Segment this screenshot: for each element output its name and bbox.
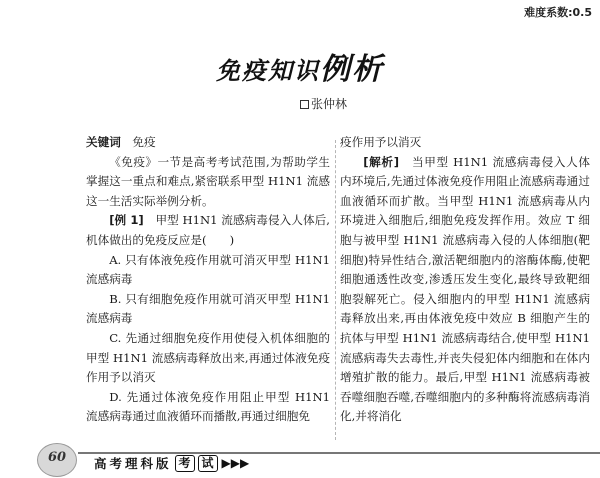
boxed-char-shi: 试 bbox=[198, 455, 218, 472]
example-label: [例 1] bbox=[109, 213, 144, 228]
left-column bbox=[86, 133, 330, 427]
option-c: C. 先通过细胞免疫作用使侵入机体细胞的甲型 H1N1 流感病毒释放出来,再通过体液免疫作用予以消灭 bbox=[86, 330, 330, 385]
author-name: 张仲林 bbox=[311, 97, 348, 111]
option-d-continuation: 疫作用予以消灭 bbox=[340, 135, 422, 149]
magazine-name bbox=[94, 454, 249, 472]
option-a: A. 只有体液免疫作用就可消灭甲型 H1N1 流感病毒 bbox=[86, 252, 330, 287]
example-question bbox=[86, 211, 330, 250]
magazine-title: 高考理科版 bbox=[94, 456, 172, 471]
option-b: B. 只有细胞免疫作用就可消灭甲型 H1N1 流感病毒 bbox=[86, 291, 330, 326]
author-box-icon bbox=[300, 100, 309, 109]
example-stem: 甲型 H1N1 流感病毒侵入人体后,机体做出的免疫反应是( ) bbox=[86, 213, 330, 247]
page-footer bbox=[0, 440, 600, 478]
page-number: 60 bbox=[37, 443, 77, 477]
author-byline bbox=[300, 95, 347, 112]
analysis-body: 当甲型 H1N1 流感病毒侵入人体内环境后,先通过体液免疫作用阻止流感病毒通过血液循环而扩散。当甲型 H1N1 流感病毒从内环境进入细胞后,细胞免疫发挥作用。效应 T 细胞与被甲型 H1N1 流感病毒入侵的人体细胞(靶细胞)特异性结合,激活靶细胞内的溶酶体酶,使靶细胞通透性改变,渗透压发生变化,最终导致靶细胞裂解死亡。侵入细胞内的甲型 H1N1 流感病毒释放出来,再由体液免疫中效应 B 细胞产生的抗体与甲型 H1N1 流感病毒结合,使甲型 H1N1 流感病毒失去毒性,并丧失侵犯体内细胞和在体内增殖扩散的能力。最后,甲型 H1N1 流感病毒被吞噬细胞吞噬,吞噬细胞内的多种酶将流感病毒消化,并将消化 bbox=[340, 154, 590, 424]
boxed-char-kao: 考 bbox=[175, 455, 195, 472]
option-d: D. 先通过体液免疫作用阻止甲型 H1N1 流感病毒通过血液循环而播散,再通过细胞免 bbox=[86, 389, 330, 424]
difficulty-label: 难度系数:0.5 bbox=[524, 6, 592, 19]
column-divider bbox=[335, 140, 336, 440]
analysis-label: [解析] bbox=[363, 154, 399, 169]
analysis-paragraph bbox=[340, 153, 590, 427]
article-title bbox=[0, 44, 600, 88]
title-text: 免疫知识 bbox=[216, 57, 320, 85]
title-emphasis: 例析 bbox=[320, 52, 384, 87]
keywords-value: 免疫 bbox=[132, 135, 156, 149]
arrows-icon: ▶▶▶ bbox=[221, 456, 250, 470]
right-column bbox=[340, 133, 590, 427]
intro-paragraph: 《免疫》一节是高考考试范围,为帮助学生掌握这一重点和难点,紧密联系甲型 H1N1 流感这一生活实际举例分析。 bbox=[86, 154, 330, 208]
keywords-label: 关键词 bbox=[86, 135, 121, 149]
keywords-line bbox=[86, 133, 330, 153]
